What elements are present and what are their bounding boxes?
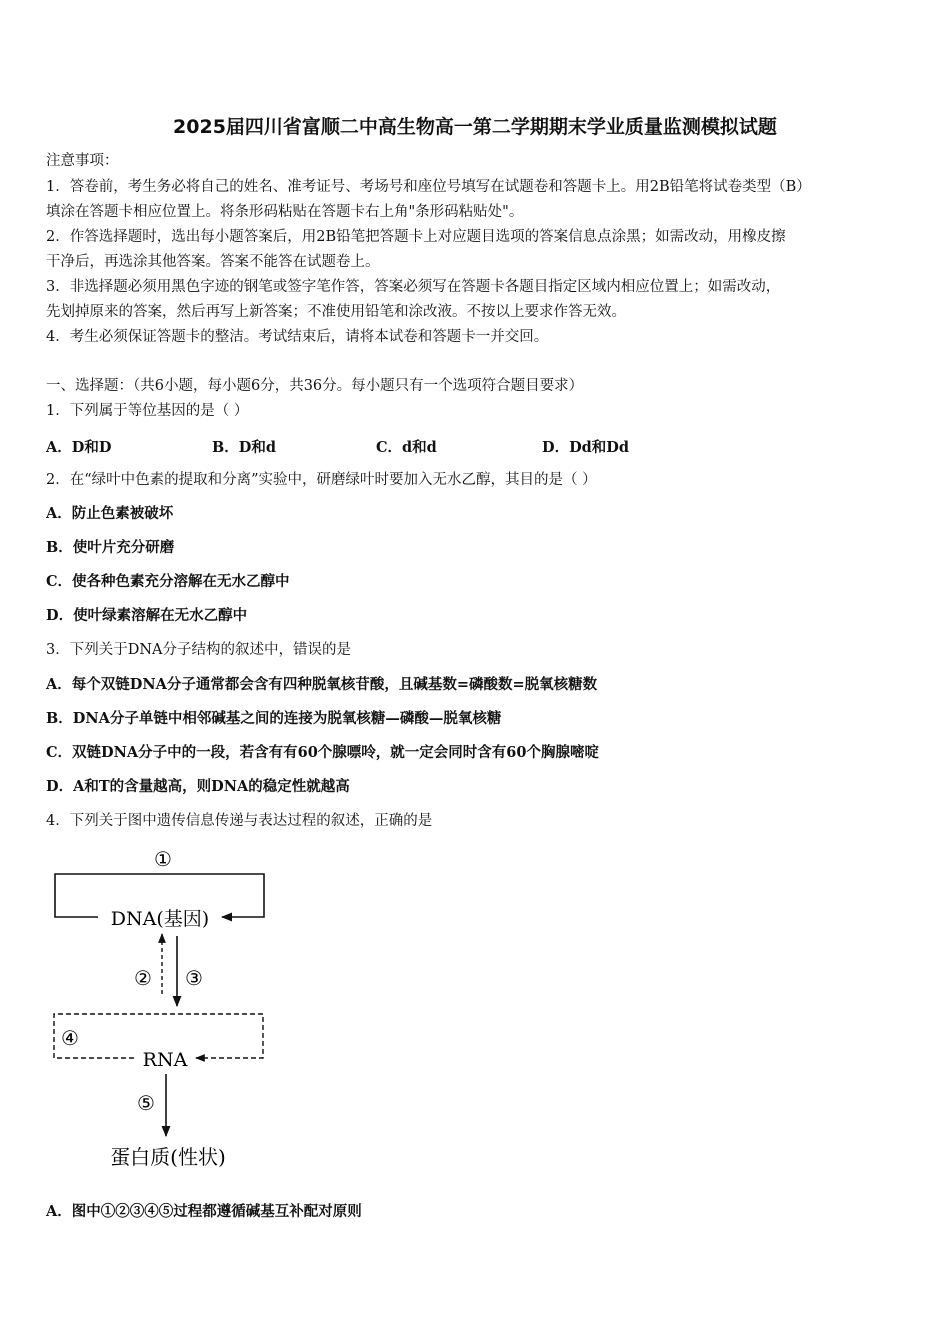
question-1-options — [46, 436, 906, 456]
label-circle-3: ③ — [185, 966, 203, 990]
option-c: C．使各种色素充分溶解在无水乙醇中 — [46, 573, 290, 590]
notice-line: 先划掉原来的答案，然后再写上新答案；不准使用铅笔和涂改液。不按以上要求作答无效。 — [46, 304, 626, 320]
notice-line: 2．作答选择题时，选出每小题答案后，用2B铅笔把答题卡上对应题目选项的答案信息点涂黑；如需改动，用橡皮擦 — [46, 229, 786, 245]
label-circle-2: ② — [134, 966, 152, 990]
option-b: B．D和d — [212, 439, 276, 456]
notice-line: 4．考生必须保证答题卡的整洁。考试结束后，请将本试卷和答题卡一并交回。 — [46, 329, 549, 345]
notice-line: 1．答卷前，考生务必将自己的姓名、准考证号、考场号和座位号填写在试题卷和答题卡上。用2B铅笔将试卷类型（B） — [46, 179, 811, 195]
dna-label: DNA(基因) — [110, 908, 210, 930]
option-a: A．D和D — [46, 439, 112, 456]
option-d: D．使叶绿素溶解在无水乙醇中 — [46, 607, 248, 624]
central-dogma-diagram — [46, 844, 286, 1174]
rna-label: RNA — [142, 1049, 188, 1071]
question-4-stem: 4．下列关于图中遗传信息传递与表达过程的叙述，正确的是 — [46, 813, 433, 829]
notice-heading: 注意事项： — [46, 153, 119, 169]
option-d: D．A和T的含量越高，则DNA的稳定性就越高 — [46, 778, 350, 795]
option-a: A．防止色素被破坏 — [46, 505, 174, 522]
exam-title: 2025届四川省富顺二中高生物高一第二学期期末学业质量监测模拟试题 — [173, 116, 777, 138]
label-circle-4: ④ — [61, 1026, 79, 1050]
protein-label: 蛋白质(性状) — [110, 1145, 226, 1169]
option-a: A．图中①②③④⑤过程都遵循碱基互补配对原则 — [46, 1203, 362, 1220]
option-b: B．DNA分子单链中相邻碱基之间的连接为脱氧核糖—磷酸—脱氧核糖 — [46, 710, 502, 727]
question-3-stem: 3．下列关于DNA分子结构的叙述中，错误的是 — [46, 642, 352, 658]
label-circle-1: ① — [154, 847, 172, 871]
option-b: B．使叶片充分研磨 — [46, 539, 175, 556]
label-circle-5: ⑤ — [137, 1091, 155, 1115]
question-1-stem: 1．下列属于等位基因的是（ ） — [46, 403, 249, 419]
option-c: C．d和d — [376, 439, 437, 456]
option-d: D．Dd和Dd — [542, 439, 629, 456]
option-a: A．每个双链DNA分子通常都会含有四种脱氧核苷酸，且碱基数=磷酸数=脱氧核糖数 — [46, 676, 598, 693]
notice-line: 3．非选择题必须用黑色字迹的钢笔或签字笔作答，答案必须写在答题卡各题目指定区域内相应位置上；如需改动， — [46, 279, 781, 295]
section-heading: 一、选择题：（共6小题，每小题6分，共36分。每小题只有一个选项符合题目要求） — [46, 378, 584, 394]
question-2-stem: 2．在“绿叶中色素的提取和分离”实验中，研磨绿叶时要加入无水乙醇，其目的是（ ） — [46, 472, 597, 488]
notice-line: 干净后，再选涂其他答案。答案不能答在试题卷上。 — [46, 254, 380, 270]
notice-line: 填涂在答题卡相应位置上。将条形码粘贴在答题卡右上角"条形码粘贴处"。 — [46, 204, 524, 220]
option-c: C．双链DNA分子中的一段，若含有有60个腺嘌呤，就一定会同时含有60个胸腺嘧啶 — [46, 744, 599, 761]
